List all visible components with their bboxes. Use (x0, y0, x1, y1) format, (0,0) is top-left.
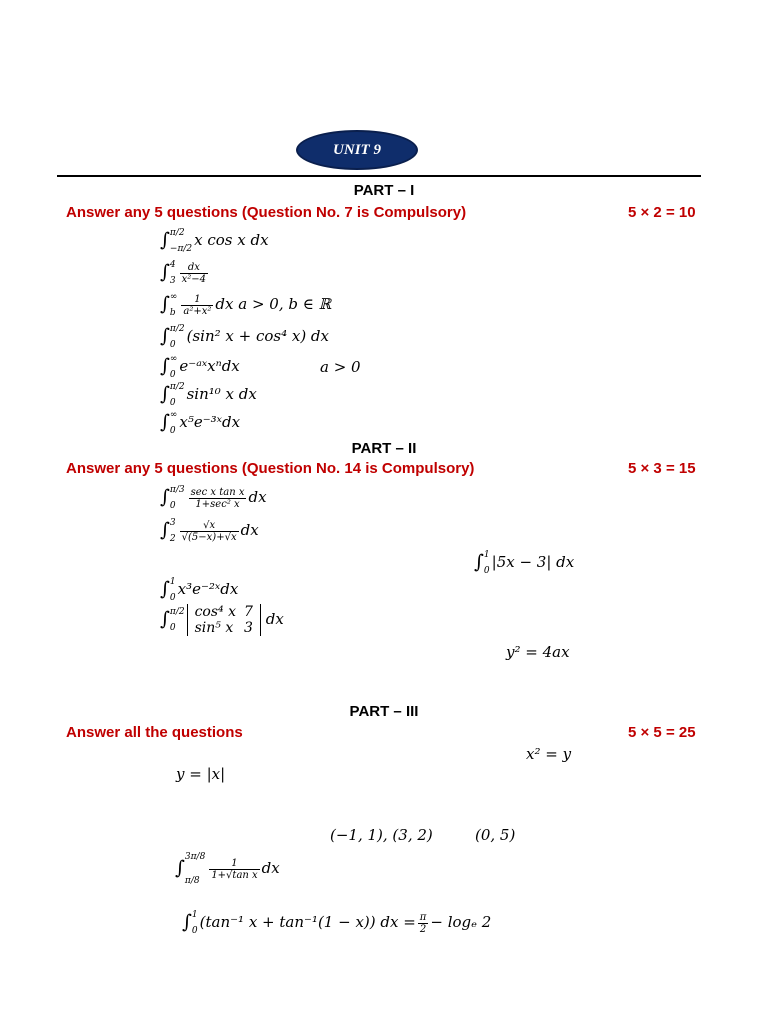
part-1-question-5: ∫ ∞ 0 e⁻ᵃˣxⁿdx (160, 354, 240, 380)
part-1-instruction: Answer any 5 questions (Question No. 7 is Compulsory) (66, 204, 467, 221)
part-2-question-6: y² = 4ax (506, 643, 570, 661)
part-2-question-3: ∫ 1 0 |5x − 3| dx (474, 550, 575, 576)
part-2-question-2: ∫ 3 2 $\frac{√x}{√(5-x)+√x}$ dx (160, 518, 259, 544)
part-3-question-2: y = |x| (176, 765, 226, 783)
part-1-question-5-condition: a > 0 (320, 358, 361, 376)
part-1-title: PART – I (353, 182, 415, 199)
part-2-instruction: Answer any 5 questions (Question No. 14 is Compulsory) (66, 460, 475, 477)
part-2-marks: 5 × 3 = 15 (628, 460, 696, 477)
part-1-question-3: ∫ ∞ b $\frac{1}{\text{a²+x²}}$ dx a > 0, b ∈ ℝ (160, 292, 332, 318)
part-3-question-3-point: (0, 5) (475, 826, 516, 844)
part-2-question-1: ∫ π/3 0 $\frac{\text{sec x tan x}}{\text{1+sec² x}}$ dx (160, 485, 267, 511)
part-1-question-1: ∫ π/2 −π/2 x cos x dx (160, 228, 269, 254)
part-1-question-7: ∫ ∞ 0 x⁵e⁻³ˣdx (160, 410, 241, 436)
part-3-instruction: Answer all the questions (66, 724, 243, 741)
unit-badge: UNIT 9 (296, 130, 418, 170)
part-1-marks: 5 × 2 = 10 (628, 204, 696, 221)
part-1-question-4: ∫ π/2 0 (sin² x + cos⁴ x) dx (160, 324, 329, 350)
part-3-question-3: (−1, 1), (3, 2) (330, 826, 433, 844)
part-3-question-1: x² = y (526, 745, 572, 763)
part-1-question-6: ∫ π/2 0 sin¹⁰ x dx (160, 382, 257, 408)
part-2-question-5: ∫ π/2 0 cos⁴ x 7 sin⁵ x 3 dx (160, 604, 284, 636)
part-3-marks: 5 × 5 = 25 (628, 724, 696, 741)
part-2-question-4: ∫ 1 0 x³e⁻²ˣdx (160, 577, 239, 603)
part-1-question-2: ∫ 4 3 $\frac{dx}{\text{x²−4}}$ (160, 260, 207, 286)
determinant: cos⁴ x 7 sin⁵ x 3 (187, 604, 261, 636)
part-3-question-4: ∫ 3π/8 π/8 $\frac{1}{\text{1+√tan x}}$ dx (175, 852, 280, 886)
part-3-question-5: ∫ 1 0 (tan⁻¹ x + tan⁻¹(1 − x)) dx = $\frac{\pi}{2}$ − logₑ 2 (182, 910, 492, 936)
part-2-title: PART – II (351, 440, 417, 457)
header-divider (57, 175, 701, 177)
part-3-title: PART – III (349, 703, 419, 720)
